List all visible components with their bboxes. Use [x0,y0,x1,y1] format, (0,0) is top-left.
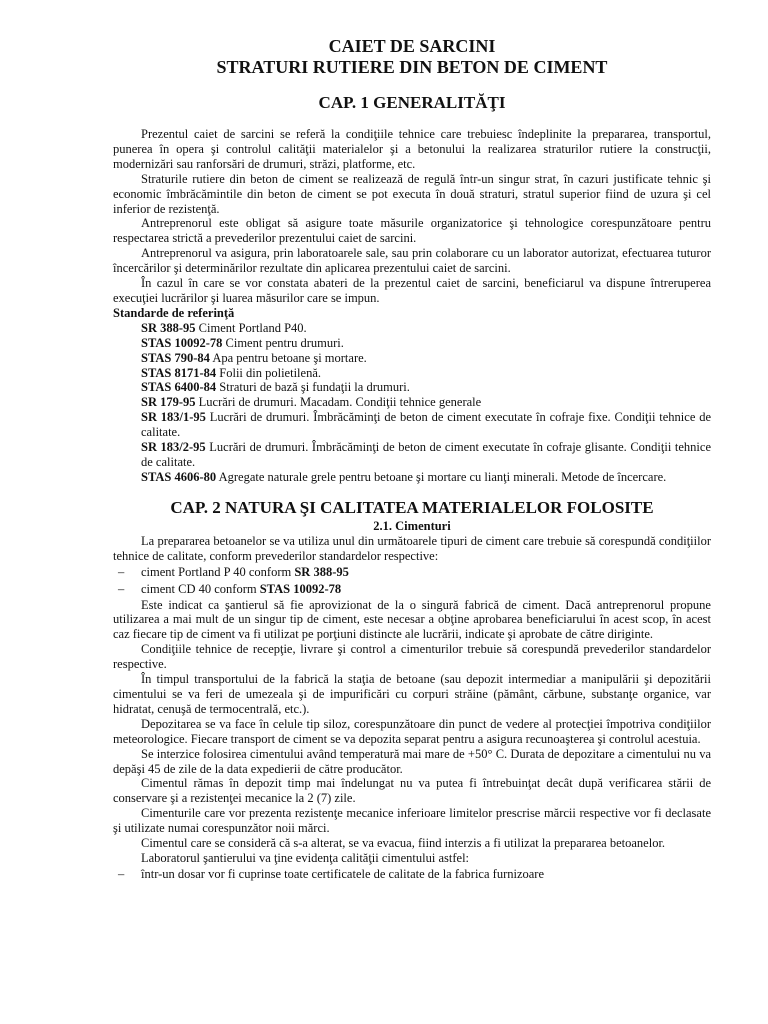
paragraph: Condiţiile tehnice de recepţie, livrare şi control a cimenturilor trebuie să corespundă prevederilor standardelor respective. [113,642,711,672]
dash-bullet: – [118,866,125,881]
standard-item [113,410,711,440]
standard-text: Lucrări de drumuri. Macadam. Condiţii tehnice generale [195,395,482,410]
standard-code: SR 183/1-95 [141,410,206,425]
standard-text: Straturi de bază şi fundaţii la drumuri. [216,380,410,395]
standard-item [113,336,711,351]
paragraph: În cazul în care se vor constata abateri de la prezentul caiet de sarcini, beneficiarul va dispune întreruperea execuţiei lucrărilor şi luarea măsurilor care se impun. [113,276,711,305]
paragraph: Straturile rutiere din beton de ciment se realizează de regulă într-un singur strat, în cazuri justificate tehnic şi economic îmbrăcămintile din beton de ciment se pot executa în două straturi, stratul superior fiind de uzura şi cel inferior de rezistenţă. [113,171,711,216]
standard-code: SR 388-95 [294,564,349,579]
dash-bullet: – [118,564,125,579]
paragraph: La prepararea betoanelor se va utiliza unul din următoarele tipuri de ciment care trebuie să corespundă condiţiilor tehnice de calitate, conform prevederilor standardelor respective: [113,533,711,563]
paragraph: Cimentul rămas în depozit timp mai îndelungat nu va putea fi întrebuinţat decât după verificarea stării de conservare şi a rezistenţei mecanice la 2 (7) zile. [113,776,711,806]
standard-text: Apa pentru betoane şi mortare. [209,350,367,365]
paragraph: În timpul transportului de la fabrică la staţia de betoane (sau depozit intermediar a manipulării şi depozitării cimentului se va feri de umezeala şi de impurificări cu corpuri străine (pământ, cărbune, substanţe organice, var hidratat, cenuşă de termocentrală, etc.). [113,672,711,716]
standard-item [113,380,711,395]
standard-text: Lucrări de drumuri. Îmbrăcăminţi de beton de ciment executate în cofraje glisante. Condiţii tehnice de calitate. [141,440,711,469]
paragraph: Depozitarea se va face în celule tip siloz, corespunzătoare din punct de vedere al protecţiei împotriva condiţiilor meteorologice. Fiecare transport de ciment se va depozita separat pentru a asigura recunoaşterea şi controlul acestuia. [113,716,711,746]
paragraph: Cimenturile care vor prezenta rezistenţe mecanice inferioare limitelor prescrise mărcii respective vor fi declasate şi utilizate numai corespunzător noii mărci. [113,806,711,836]
cement-type-list [113,564,711,598]
dash-bullet: – [118,581,125,596]
standard-code: STAS 8171-84 [141,365,217,380]
standards-title: Standarde de referinţă [113,305,235,320]
paragraph: Antreprenorul este obligat să asigure toate măsurile organizatorice şi tehnologice corespunzătoare pentru respectarea strictă a prevederilor prezentului caiet de sarcini. [113,216,711,246]
standard-item [113,321,711,336]
standard-code: STAS 10092-78 [141,335,223,350]
standard-text: Lucrări de drumuri. Îmbrăcăminţi de beton de ciment executate în cofraje fixe. Condiţii tehnice de calitate. [141,410,711,440]
standard-code: STAS 4606-80 [141,469,217,484]
standard-item [113,470,711,485]
standard-text: Agregate naturale grele pentru betoane şi mortare cu lianţi minerali. Metode de încercare. [216,469,667,484]
paragraph: Se interzice folosirea cimentului având temperatură mai mare de +50° C. Durata de depozitare a cimentului nu va depăşi 45 de zile de la data expedierii de către producător. [113,746,711,776]
standard-item [113,366,711,381]
standards-list [113,321,711,485]
paragraph: Este indicat ca şantierul să fie aprovizionat de la o singură fabrică de ciment. Dacă antreprenorul propune utilizarea a mai mult de un singur tip de ciment, este necesar a obţine aprobarea beneficiarului în acest scop, în acest caz fiecare tip de ciment va fi utilizat pe porţiuni distincte ale lucrării, indicate şi aprobate de către diriginte. [113,597,711,642]
standard-code: STAS 10092-78 [259,581,342,596]
paragraph: Cimentul care se consideră că s-a alterat, se va evacua, fiind interzis a fi utilizat la prepararea betoanelor. [141,836,666,851]
standard-text: Ciment pentru drumuri. [222,335,344,350]
section-2-1-heading: 2.1. Cimenturi [373,518,451,533]
standard-item [113,395,711,410]
standard-item [113,440,711,470]
paragraph: Prezentul caiet de sarcini se referă la condiţiile tehnice care trebuiesc îndeplinite la prepararea, transportul, punerea în opera şi controlul calităţii materialelor şi a betonului la realizarea straturilor rutiere la construcţii, modernizări sau ranforsări de drumuri, străzi, platforme, etc. [113,127,711,171]
list-item [113,866,711,883]
list-item-text: într-un dosar vor fi cuprinse toate certificatele de calitate de la fabrica furnizoare [141,866,545,881]
chapter-1-heading: CAP. 1 GENERALITĂŢI [318,93,506,112]
list-item [113,581,711,598]
document-title-line2: STRATURI RUTIERE DIN BETON DE CIMENT [216,57,608,77]
standard-text: Folii din polietilenă. [216,365,321,380]
standard-code: SR 183/2-95 [141,440,206,455]
chapter-2-heading: CAP. 2 NATURA ŞI CALITATEA MATERIALELOR FOLOSITE [170,497,654,517]
chapter-2-body [113,534,711,883]
standard-code: STAS 6400-84 [141,380,217,395]
standard-code: STAS 790-84 [141,350,210,365]
chapter-1-body [113,127,711,485]
standard-text: Ciment Portland P40. [195,320,307,335]
paragraph: Laboratorul şantierului va ţine evidenţa calităţii cimentului astfel: [141,850,470,865]
standard-code: SR 388-95 [141,320,196,335]
list-item [113,564,711,581]
paragraph: Antreprenorul va asigura, prin laboratoarele sale, sau prin colaborare cu un laborator autorizat, efectuarea tuturor încercărilor şi determinărilor rezultate din aplicarea prezentului caiet de sarcini. [113,246,711,276]
standard-code: SR 179-95 [141,395,196,410]
list-item-text: ciment Portland P 40 conform [141,564,295,579]
record-list [113,866,711,883]
document-title-line1: CAIET DE SARCINI [328,36,496,56]
list-item-text: ciment CD 40 conform [141,581,260,596]
standard-item [113,351,711,366]
